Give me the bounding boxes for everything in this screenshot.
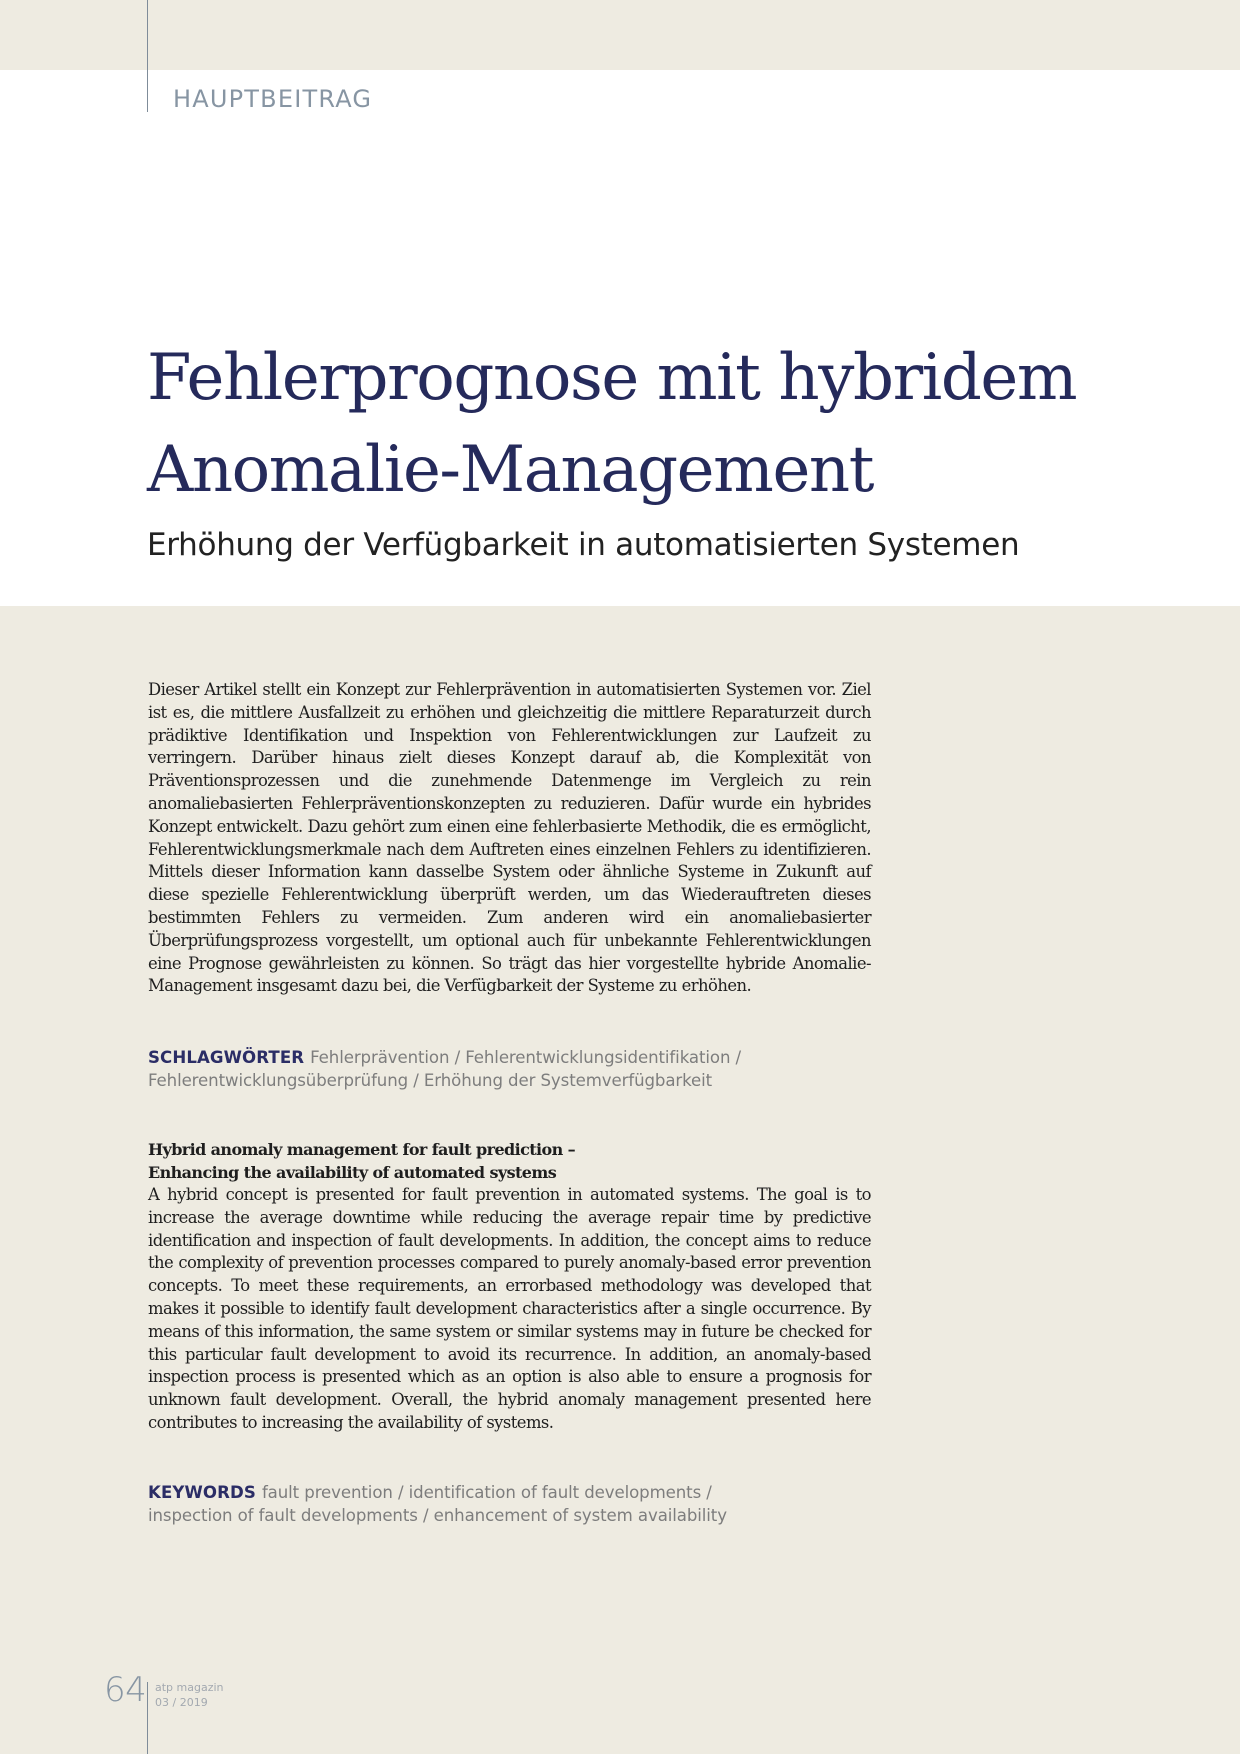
vertical-rule-bottom xyxy=(147,1682,148,1754)
abstract-english-title-line-1: Hybrid anomaly management for fault prediction – xyxy=(148,1140,575,1159)
keywords-english-label: KEYWORDS xyxy=(148,1483,256,1502)
abstract-english xyxy=(148,1184,871,1435)
keywords-english xyxy=(148,1481,871,1527)
keywords-german-text-2: Fehlerentwicklungsüberprüfung / Erhöhung der Systemverfügbarkeit xyxy=(148,1071,713,1090)
magazine-name: atp magazin xyxy=(155,1681,224,1694)
keywords-english-line-1 xyxy=(148,1481,871,1504)
article-title-line-1: Fehlerprognose mit hybridem xyxy=(147,341,1077,415)
keywords-german xyxy=(148,1046,871,1092)
abstract-german xyxy=(148,679,871,998)
keywords-english-text-1: fault prevention / identification of fault developments / xyxy=(261,1483,712,1502)
abstract-english-title xyxy=(148,1139,871,1185)
keywords-english-text-2: inspection of fault developments / enhancement of system availability xyxy=(148,1506,727,1525)
keywords-german-line-1 xyxy=(148,1046,871,1069)
page-number: 64 xyxy=(104,1670,147,1710)
vertical-rule-top xyxy=(147,0,148,112)
article-title xyxy=(147,332,1207,516)
article-title-line-2: Anomalie-Management xyxy=(147,433,874,507)
section-label: HAUPTBEITRAG xyxy=(173,85,373,113)
header-band xyxy=(0,0,1240,70)
article-subtitle: Erhöhung der Verfügbarkeit in automatisierten Systemen xyxy=(147,527,1020,563)
keywords-german-label: SCHLAGWÖRTER xyxy=(148,1048,305,1067)
footer-meta xyxy=(155,1681,224,1710)
issue-number: 03 / 2019 xyxy=(155,1695,208,1709)
keywords-german-text-1: Fehlerprävention / Fehlerentwicklungsidentifikation / xyxy=(310,1048,742,1067)
abstract-english-heading xyxy=(148,1139,871,1185)
abstract-english-title-line-2: Enhancing the availability of automated systems xyxy=(148,1162,557,1182)
abstract-german-text: Dieser Artikel stellt ein Konzept zur Fehlerprävention in automatisierten Systemen vor. Ziel ist es, die mittlere Ausfallzeit zu erhöhen und gleichzeitig die mittlere Reparaturzeit durch prädiktive Identifikation und Inspektion von Fehlerentwicklungen zur Laufzeit zu verringern. Darüber hinaus zielt dieses Konzept darauf ab, die Komplexität von Präventionsprozessen und die zunehmende Datenmenge im Vergleich zu rein anomaliebasierten Fehlerpräventionskonzepten zu reduzieren. Dafür wurde ein hybrides Konzept entwickelt. Dazu gehört zum einen eine fehlerbasierte Methodik, die es ermöglicht, Fehlerentwicklungsmerkmale nach dem Auftreten eines einzelnen Fehlers zu identifizieren. Mittels dieser Information kann dasselbe System oder ähnliche Systeme in Zukunft auf diese spezielle Fehlerentwicklung überprüft werden, um das Wiederauftreten dieses bestimmten Fehlers zu vermeiden. Zum anderen wird ein anomaliebasierter Überprüfungsprozess vorgestellt, um optional auch für unbekannte Fehlerentwicklungen eine Prognose gewährleisten zu können. So trägt das hier vorgestellte hybride Anomalie-Management insgesamt dazu bei, die Verfügbarkeit der Systeme zu erhöhen. xyxy=(148,680,871,996)
abstract-english-text: A hybrid concept is presented for fault prevention in automated systems. The goal is to increase the average downtime while reducing the average repair time by predictive identification and inspection of fault developments. In addition, the concept aims to reduce the complexity of prevention processes compared to purely anomaly-based error prevention concepts. To meet these requirements, an errorbased methodology was developed that makes it possible to identify fault development characteristics after a single occurrence. By means of this information, the same system or similar systems may in future be checked for this particular fault development to avoid its recurrence. In addition, an anomaly-based inspection process is presented which as an option is also able to ensure a prognosis for unknown fault development. Overall, the hybrid anomaly management presented here contributes to increasing the availability of systems. xyxy=(148,1185,871,1432)
